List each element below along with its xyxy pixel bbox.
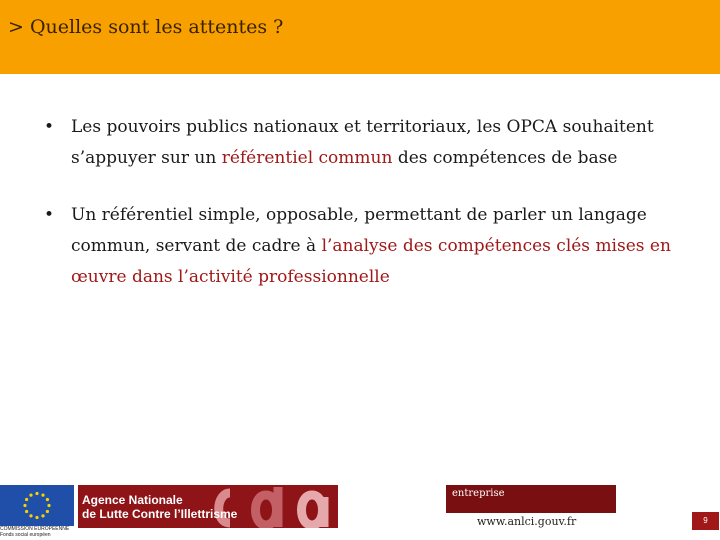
page-number: 9 (692, 512, 719, 530)
bullet-marker: • (44, 117, 55, 137)
eu-label-line1: COMMISSION EUROPÉENNE (0, 526, 70, 532)
eu-label (0, 526, 76, 538)
bullet-item (44, 200, 694, 293)
slide-title: > Quelles sont les attentes ? (8, 16, 284, 38)
partner-box (446, 485, 616, 513)
eu-logo (0, 485, 76, 540)
bullet-marker: • (44, 205, 55, 225)
bullet-text-end: des compétences de base (392, 148, 618, 168)
bullet-item (44, 112, 694, 174)
anlci-banner (78, 485, 338, 528)
bullet-text: Un référentiel simple, opposable, permettant de parler un langage commun, servant de cadre à (71, 205, 647, 256)
bullet-highlight: l’analyse des compétences clés mises en œuvre dans l’activité professionnelle (71, 236, 671, 287)
slide-content (44, 112, 694, 319)
anlci-line1: Agence Nationale (82, 493, 183, 507)
eu-flag-icon (0, 485, 74, 526)
bullet-text: Les pouvoirs publics nationaux et territoriaux, les OPCA souhaitent s’appuyer sur un (71, 117, 654, 168)
bullet-highlight: référentiel commun (221, 148, 393, 168)
anlci-line2: de Lutte Contre l’Illettrisme (82, 507, 238, 521)
eu-label-line2: Fonds social européen (0, 532, 51, 538)
partner-label: entreprise (452, 488, 505, 499)
footer-url[interactable]: www.anlci.gouv.fr (477, 515, 577, 528)
anlci-logo-text (82, 493, 237, 521)
header-bar (0, 0, 720, 74)
